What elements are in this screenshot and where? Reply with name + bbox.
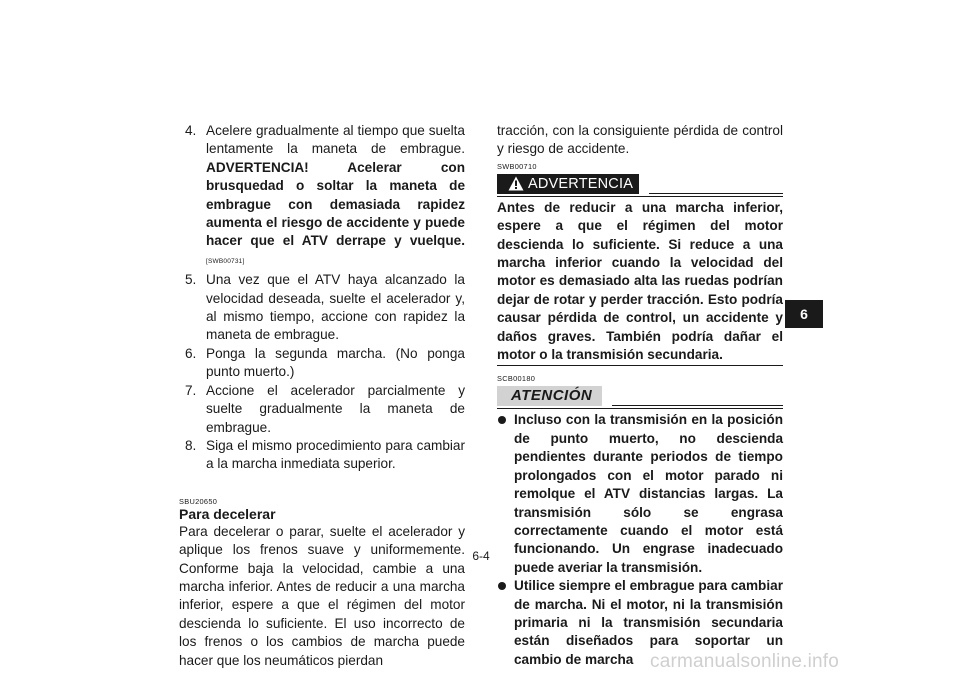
warning-text: Antes de reducir a una marcha inferior, espere a que el régimen del motor descienda lo suficiente. Si reduce a una marcha inferior cuando la velocidad del motor es demasiado alta las ruedas podrían dejar de rotar y perder tracción. Esto podría causar pérdida de control, un accidente y daños graves. También podría dañar el motor o la transmisión secundaria. (497, 196, 783, 367)
step-text: Accione el acelerador parcialmente y suelte gradualmente la maneta de embrague. (206, 382, 465, 435)
caution-bullet-item (497, 411, 783, 577)
caution-bullet-text: Utilice siempre el embrague para cambiar de marcha. Ni el motor, ni la transmisión primaria ni la transmisión secundaria están diseñados para soportar un cambio de marcha (514, 578, 783, 667)
step-number: 4. (185, 123, 197, 138)
right-column (497, 122, 783, 669)
warning-code: SWB00710 (497, 161, 537, 171)
caution-code: SCB00180 (497, 374, 536, 384)
left-column (179, 122, 465, 670)
step-item (179, 345, 465, 382)
caution-box (497, 374, 783, 669)
continuation-text: tracción, con la consiguiente pérdida de control y riesgo de accidente. (497, 123, 783, 157)
section-code: SBU20650 (179, 496, 218, 506)
step-warning (206, 160, 465, 267)
step-warning-code: [SWB00731] (206, 257, 245, 265)
chapter-tab: 6 (785, 300, 823, 328)
warning-title-row (497, 172, 783, 194)
step-warning-text: ADVERTENCIA! Acelerar con brusquedad o soltar la maneta de embrague con demasiada rapidez aumenta el riesgo de accidente y puede hacer que el ATV derrape y vuelque. (206, 159, 465, 249)
page-number: 6-4 (472, 549, 490, 563)
bullet-dot-icon (498, 416, 506, 424)
caution-badge: ATENCIÓN (497, 386, 602, 406)
section-heading: Para decelerar (179, 505, 276, 522)
section-body: Para decelerar o parar, suelte el acelerador y aplique los frenos suave y uniformemente. Conforme baja la velocidad, cambie a una marcha inferior. Antes de reducir a una marcha inferior, espere a que el régimen del motor descienda lo suficiente. El uso incorrecto de los frenos o los cambios de marcha puede hacer que los neumáticos pierdan (179, 523, 465, 668)
step-text: Acelere gradualmente al tiempo que suelta lentamente la maneta de embrague. (206, 123, 465, 157)
step-item (179, 382, 465, 437)
step-item (179, 122, 465, 271)
step-number: 5. (185, 272, 197, 288)
step-number: 7. (185, 382, 197, 398)
procedure-steps (179, 122, 465, 474)
warning-triangle-icon (508, 176, 524, 191)
watermark: carmanualsonline.info (650, 651, 840, 672)
step-item (179, 271, 465, 345)
step-item (179, 437, 465, 474)
caution-title-rule (612, 405, 783, 406)
bullet-dot-icon (498, 582, 506, 590)
warning-box (497, 162, 783, 367)
warning-title: ADVERTENCIA (528, 175, 634, 192)
step-text: Ponga la segunda marcha. (No ponga punto muerto.) (206, 345, 465, 380)
step-number: 8. (185, 437, 197, 453)
warning-badge (497, 174, 639, 194)
warning-title-rule (649, 193, 783, 194)
caution-bullets (497, 408, 783, 669)
step-text: Una vez que el ATV haya alcanzado la velocidad deseada, suelte el acelerador y, al mismo tiempo, accione con rapidez la maneta de embrague. (206, 272, 465, 343)
step-text: Siga el mismo procedimiento para cambiar a la marcha inmediata superior. (206, 437, 465, 472)
caution-title-row (497, 384, 783, 406)
step-number: 6. (185, 345, 197, 361)
caution-bullet-text: Incluso con la transmisión en la posición de punto muerto, no descienda pendientes durante periodos de tiempo prolongados con el motor parado ni remolque el ATV distancias largas. La transmisión sólo se engrasa correctamente cuando el motor está funcionando. Un engrase inadecuado puede averiar la transmisión. (514, 412, 783, 575)
